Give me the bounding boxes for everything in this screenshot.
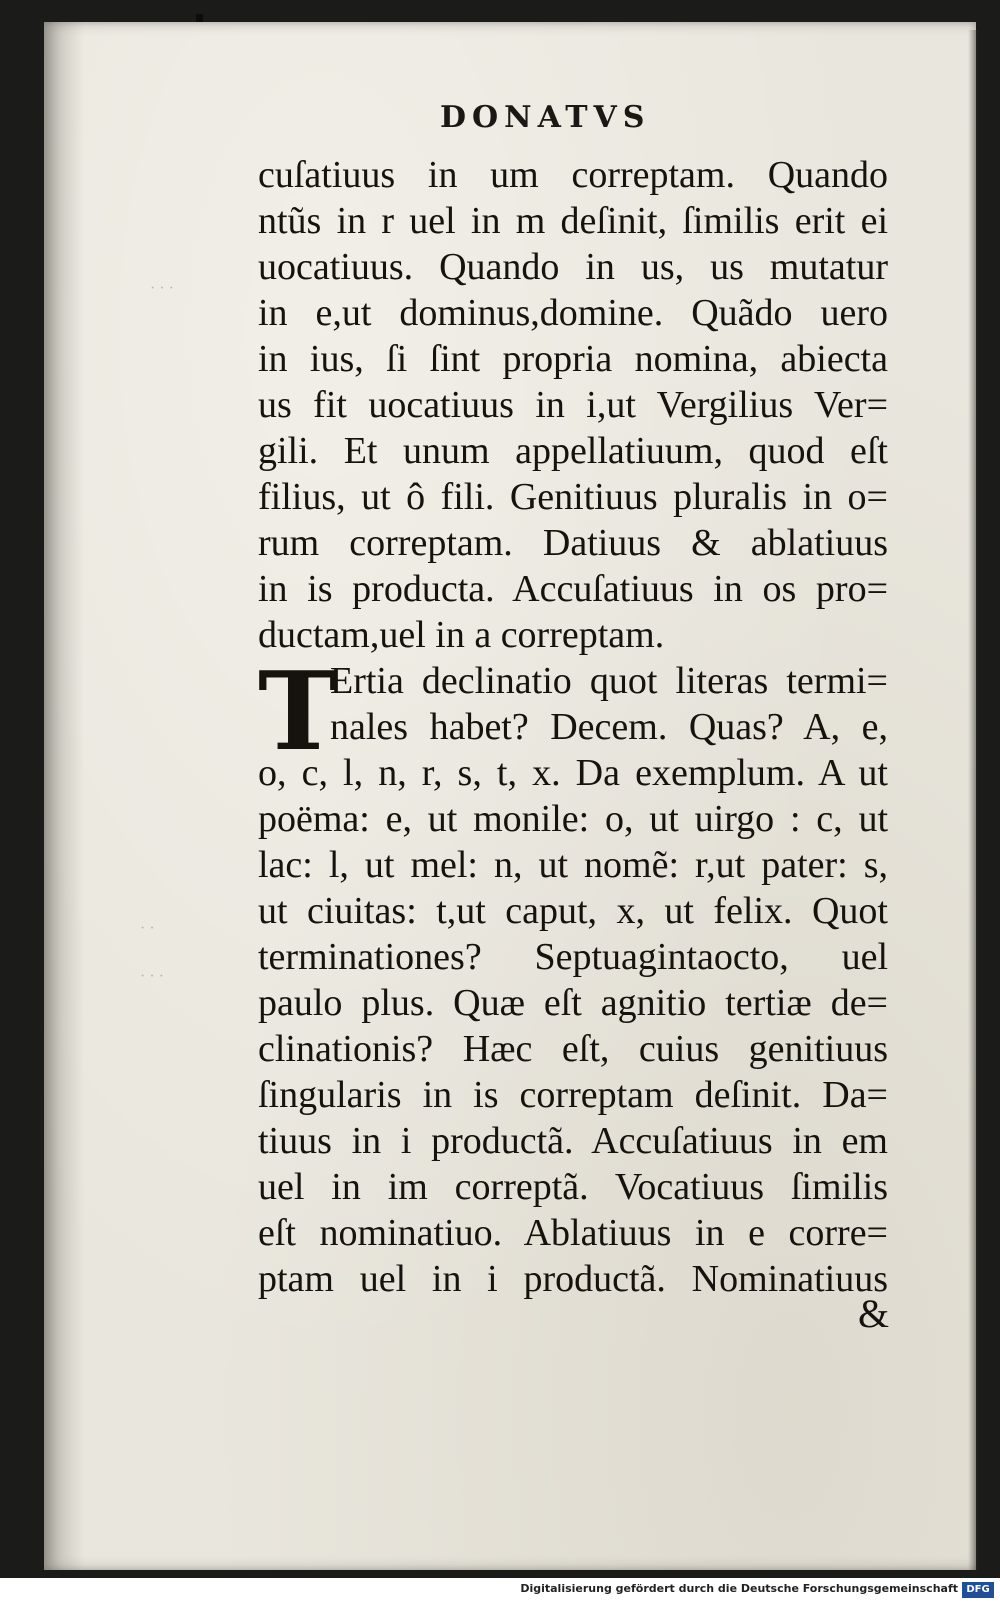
text-line: eſt nominatiuo. Ablatiuus in e corre=: [258, 1212, 888, 1254]
text-line: paulo plus. Quæ eſt agnitio tertiæ de=: [258, 982, 888, 1024]
main-text: [258, 152, 898, 1302]
running-head: DONATVS: [440, 100, 651, 135]
drop-cap-initial: T: [258, 649, 339, 775]
text-line: nales habet? Decem. Quas? A, e,: [330, 706, 888, 748]
catchword: &: [858, 1291, 890, 1336]
text-line: ut ciuitas: t,ut caput, x, ut felix. Quot: [258, 890, 888, 932]
text-line: Ertia declinatio quot literas termi=: [330, 660, 888, 702]
text-line: gili. Et unum appellatiuum, quod eſt: [258, 430, 888, 472]
footer-credit: Digitalisierung gefördert durch die Deutsche Forschungsgemeinschaft: [520, 1582, 958, 1595]
text-line: clinationis? Hæc eſt, cuius genitiuus: [258, 1028, 888, 1070]
ink-offset-mark: · ·: [140, 920, 155, 937]
text-line: terminationes? Septuagintaocto, uel: [258, 936, 888, 978]
text-line: ntũs in r uel in m deſinit, ſimilis erit ei: [258, 200, 888, 242]
text-line: filius, ut ô fili. Genitiuus pluralis in o=: [258, 476, 888, 518]
gutter-shadow: [44, 22, 84, 1570]
text-line: in ius, ſi ſint propria nomina, abiecta: [258, 338, 888, 380]
text-line: poëma: e, ut monile: o, ut uirgo : c, ut: [258, 798, 888, 840]
text-line: rum correptam. Datiuus & ablatiuus: [258, 522, 888, 564]
text-line: in e,ut dominus,domine. Quãdo uero: [258, 292, 888, 334]
text-line: lac: l, ut mel: n, ut nomẽ: r,ut pater: s,: [258, 844, 888, 886]
text-line: uocatiuus. Quando in us, us mutatur: [258, 246, 888, 288]
text-line: ductam,uel in a correptam.: [258, 614, 665, 656]
text-line: cuſatiuus in um correptam. Quando: [258, 154, 888, 196]
text-line: ſingularis in is correptam deſinit. Da=: [258, 1074, 888, 1116]
ink-offset-mark: · · ·: [140, 968, 164, 985]
ink-offset-mark: · · ·: [150, 280, 174, 297]
text-line: ptam uel in i productã. Nominatiuus: [258, 1258, 888, 1300]
text-line: tiuus in i productã. Accuſatiuus in em: [258, 1120, 888, 1162]
text-line: us fit uocatiuus in i,ut Vergilius Ver=: [258, 384, 888, 426]
dfg-logo: DFG: [962, 1582, 994, 1598]
text-line: uel in im correptã. Vocatiuus ſimilis: [258, 1166, 888, 1208]
text-line: o, c, l, n, r, s, t, x. Da exemplum. A ut: [258, 752, 888, 794]
text-line: in is producta. Accuſatiuus in os pro=: [258, 568, 888, 610]
page-edge-shadow: [968, 30, 978, 1570]
